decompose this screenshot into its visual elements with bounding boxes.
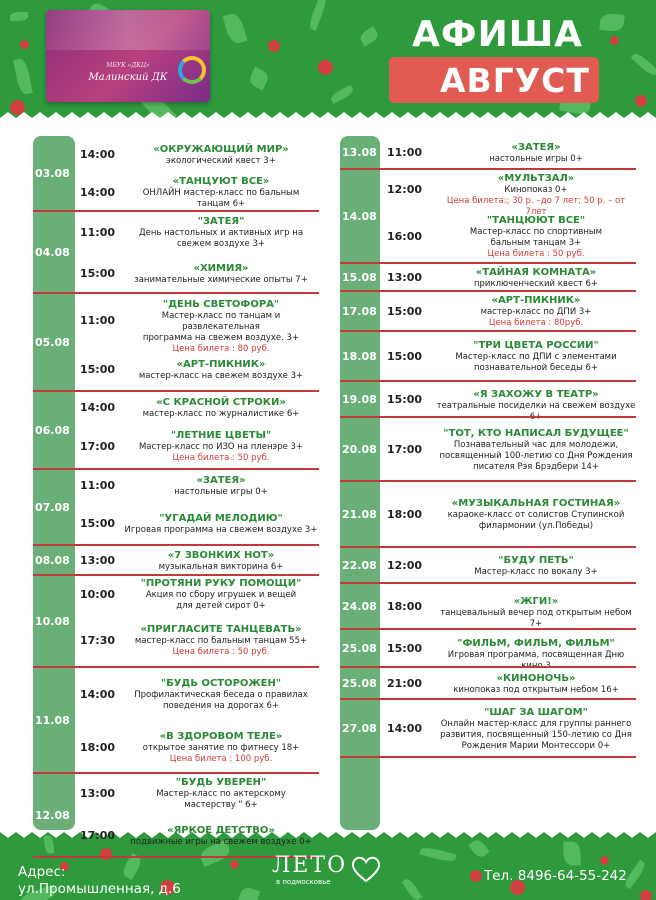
berry-decoration <box>470 870 482 882</box>
event-title: «ЗАТЕЯ» <box>196 474 246 486</box>
event-time: 14:00 <box>387 722 423 735</box>
leaf-decoration <box>402 877 423 900</box>
event-info <box>436 498 636 532</box>
event-date: 06.08 <box>35 424 70 437</box>
event-time: 15:00 <box>387 642 423 655</box>
event-description: филармонии (ул.Победы) <box>478 521 594 531</box>
leaf-decoration <box>13 58 33 96</box>
event-info <box>123 550 319 573</box>
event-info <box>436 555 636 578</box>
event-date: 25.08 <box>342 677 377 690</box>
event-time: 11:00 <box>80 226 116 239</box>
event-time: 11:00 <box>387 146 423 159</box>
logo <box>46 10 210 102</box>
event-description: бальным танцам 3+ <box>490 237 582 248</box>
event-time: 13:00 <box>387 271 423 284</box>
logo-swirl-icon <box>178 56 206 84</box>
event-time: 15:00 <box>80 517 116 530</box>
event-description: Игровая программа, посвященная Дню кино 3 <box>447 649 625 671</box>
event-title: «АРТ-ПИКНИК» <box>491 295 581 306</box>
event-title: "ФИЛЬМ, ФИЛЬМ, ФИЛЬМ" <box>457 637 615 649</box>
event-info <box>123 397 319 420</box>
event-title: "ДЕНЬ СВЕТОФОРА" <box>162 298 280 310</box>
day-block <box>33 212 319 294</box>
day-block <box>33 392 319 470</box>
torn-edge-top <box>0 110 656 120</box>
event-description: мастер-класс на свежем воздухе 3+ <box>138 370 304 381</box>
event-title: "ПРОТЯНИ РУКУ ПОМОЩИ" <box>140 578 302 589</box>
event-info <box>436 267 636 290</box>
event-title: «ОКРУЖАЮЩИЙ МИР» <box>153 143 289 155</box>
heart-icon <box>350 855 382 883</box>
event-title: «ТАНЦУЮТ ВСЕ» <box>172 176 270 187</box>
event-time: 14:00 <box>80 401 116 414</box>
event-title: «7 ЗВОНКИХ НОТ» <box>167 549 275 561</box>
event-title: "ТРИ ЦВЕТА РОССИИ" <box>473 340 599 351</box>
day-block <box>33 546 319 576</box>
event-description: Познавательный час для молодежи, <box>453 439 619 450</box>
berry-decoration <box>640 890 652 900</box>
event-info <box>123 777 319 811</box>
event-description: Мастер-класс по ИЗО на пленэре 3+ <box>138 442 304 452</box>
event-time: 17:30 <box>80 634 116 647</box>
event-info <box>436 295 636 329</box>
event-description: театральные посиделки на свежем воздухе 6+ <box>436 400 636 422</box>
event-price: Цена билета : 100 руб. <box>169 754 273 764</box>
event-info <box>123 624 319 658</box>
event-description: развития, посвященный 150-летию со Дня <box>440 729 632 740</box>
event-description: Кинопоказ 0+ <box>504 185 568 195</box>
event-info <box>123 176 319 210</box>
event-description: посвященный 100-летию со Дня Рождения <box>439 450 633 461</box>
event-time: 14:00 <box>80 688 116 701</box>
leaf-decoration <box>307 0 328 31</box>
event-title: «ТАЙНАЯ КОМНАТА» <box>475 266 597 278</box>
event-time: 15:00 <box>80 363 116 376</box>
address-label: Адрес: <box>18 864 66 880</box>
event-date: 25.08 <box>342 642 377 655</box>
leto-subtitle: в подмосковье <box>276 878 331 886</box>
event-title: «Я ЗАХОЖУ В ТЕАТР» <box>473 388 599 400</box>
leaf-decoration <box>631 51 656 78</box>
event-date: 14.08 <box>342 210 377 223</box>
event-time: 10:00 <box>80 588 116 601</box>
event-info <box>436 707 636 752</box>
event-description: мастер-класс по журналистике 6+ <box>142 408 300 419</box>
day-block <box>33 470 319 546</box>
event-title: «ЗАТЕЯ» <box>511 141 561 153</box>
day-block <box>340 482 636 548</box>
event-description: Рождения Марии Монтессори 0+ <box>461 740 611 751</box>
leaf-decoration <box>329 85 354 104</box>
event-info <box>123 299 319 355</box>
event-title: "ТОТ, КТО НАПИСАЛ БУДУЩЕЕ" <box>443 427 629 439</box>
event-description: День настольных и активных игр на <box>138 228 304 238</box>
event-date: 19.08 <box>342 393 377 406</box>
leaf-decoration <box>419 845 456 863</box>
event-description: танцам 6+ <box>196 199 246 209</box>
event-price: Цена билета : 80 руб. <box>172 343 270 354</box>
berry-decoration <box>610 36 619 45</box>
event-description: настольные игры 0+ <box>489 153 583 164</box>
event-description: познавательной беседы 6+ <box>473 363 599 373</box>
event-time: 11:00 <box>80 314 116 327</box>
event-time: 13:00 <box>80 787 116 800</box>
event-date: 12.08 <box>35 809 70 822</box>
day-block <box>33 774 319 858</box>
event-time: 17:00 <box>80 440 116 453</box>
leaf-decoration <box>223 12 248 46</box>
event-description: мастер-класс по ДПИ 3+ <box>480 307 592 317</box>
event-time: 18:00 <box>80 741 116 754</box>
phone-text: Тел. 8496-64-55-242 <box>484 868 627 884</box>
event-date: 24.08 <box>342 600 377 613</box>
event-title: «АРТ-ПИКНИК» <box>176 358 266 370</box>
event-title: "БУДУ ПЕТЬ" <box>498 554 574 566</box>
day-block <box>340 418 636 482</box>
page-title: АФИША <box>412 14 584 55</box>
event-price: Цена билета : 50 руб. <box>487 248 585 259</box>
event-title: "ТАНЦЮЮТ ВСЕ" <box>486 214 586 226</box>
event-time: 11:00 <box>80 479 116 492</box>
event-title: "ШАГ ЗА ШАГОМ" <box>484 706 588 718</box>
berry-decoration <box>230 860 239 869</box>
event-info <box>436 596 636 630</box>
berry-decoration <box>20 40 29 49</box>
event-info <box>436 673 636 696</box>
event-description: мастерству " 6+ <box>184 800 258 810</box>
event-description: Мастер-класс по спортивным <box>469 226 603 237</box>
day-block <box>340 136 636 170</box>
day-block <box>33 294 319 392</box>
event-date: 10.08 <box>35 615 70 628</box>
event-description: свежем воздухе 3+ <box>176 239 266 249</box>
event-price: Цена билета : 50 руб. <box>172 453 270 463</box>
event-title: «МУЗЫКАЛЬНАЯ ГОСТИНАЯ» <box>451 498 621 509</box>
event-time: 17:00 <box>80 829 116 842</box>
logo-name: Малинский ДК <box>88 72 168 83</box>
event-time: 16:00 <box>387 230 423 243</box>
day-block <box>340 292 636 332</box>
event-date: 05.08 <box>35 336 70 349</box>
event-description: музыкальная викторина 6+ <box>158 561 284 572</box>
event-title: "УГАДАЙ МЕЛОДИЮ" <box>159 512 283 524</box>
berry-decoration <box>635 95 647 107</box>
event-info <box>123 513 319 536</box>
day-block <box>340 668 636 700</box>
berry-decoration <box>600 856 609 865</box>
event-info <box>123 678 319 712</box>
event-time: 15:00 <box>387 305 423 318</box>
event-description: экологический квест 3+ <box>166 155 276 166</box>
event-info <box>123 263 319 286</box>
day-block <box>33 136 319 212</box>
event-description: кинопоказ под открытым небом 16+ <box>453 684 619 695</box>
event-price: Цена билета:; 30 р. –до 7 лет; 50 р. – от 7лет <box>446 196 626 217</box>
event-info <box>123 144 319 167</box>
event-title: «В ЗДОРОВОМ ТЕЛЕ» <box>159 731 283 742</box>
event-info <box>436 215 636 260</box>
event-title: "ЗАТЕЯ" <box>197 216 245 227</box>
day-block <box>340 584 636 630</box>
event-date: 27.08 <box>342 722 377 735</box>
event-description: Мастер-класс по танцам и развлекательная <box>161 310 281 332</box>
event-date: 03.08 <box>35 167 70 180</box>
leaf-decoration <box>10 12 28 21</box>
event-description: подвижные игры на свежем воздухе 0+ <box>130 836 312 847</box>
event-time: 15:00 <box>387 350 423 363</box>
event-date: 15.08 <box>342 271 377 284</box>
event-info <box>436 142 636 165</box>
event-description: поведения на дорогах 6+ <box>162 701 280 711</box>
event-time: 18:00 <box>387 508 423 521</box>
event-price: Цена билета : 50 руб. <box>172 647 270 657</box>
leto-logo: ЛЕТО <box>272 853 348 878</box>
day-block <box>340 332 636 382</box>
day-block <box>340 264 636 292</box>
event-info <box>123 475 319 498</box>
event-date: 13.08 <box>342 146 377 159</box>
event-date: 17.08 <box>342 305 377 318</box>
leaf-decoration <box>563 841 580 865</box>
event-date: 08.08 <box>35 554 70 567</box>
logo-org: МБУК «ДКЦ» <box>106 62 150 69</box>
event-description: приключенческий квест 6+ <box>473 278 599 289</box>
day-block <box>340 700 636 758</box>
address-text: ул.Промышленная, д.6 <box>18 881 181 897</box>
day-block <box>340 382 636 422</box>
day-block <box>340 548 636 584</box>
event-title: «КИНОНОЧЬ» <box>496 672 576 684</box>
event-date: 18.08 <box>342 350 377 363</box>
event-info <box>123 430 319 464</box>
event-date: 07.08 <box>35 501 70 514</box>
event-info <box>123 359 319 382</box>
event-description: настольные игры 0+ <box>174 486 268 497</box>
event-info <box>123 731 319 765</box>
event-description: Игровая программа на свежем воздухе 3+ <box>124 524 318 535</box>
row-separator <box>340 756 636 758</box>
event-description: мастер-класс по бальным танцам 55+ <box>134 636 308 646</box>
event-title: «ЯРКОЕ ДЕТСТВО» <box>167 824 275 836</box>
event-price: Цена билета : 80руб. <box>488 318 584 328</box>
leaf-decoration <box>238 885 261 900</box>
event-time: 14:00 <box>80 148 116 161</box>
event-description: Мастер-класс по вокалу 3+ <box>474 566 598 577</box>
day-block <box>33 668 319 774</box>
day-block <box>340 170 636 264</box>
event-title: "БУДЬ УВЕРЕН" <box>175 777 267 788</box>
event-info <box>436 340 636 374</box>
event-date: 22.08 <box>342 559 377 572</box>
leaf-decoration <box>599 13 624 32</box>
event-time: 15:00 <box>387 393 423 406</box>
schedule-right-column <box>340 136 636 830</box>
event-title: «МУЛЬТЗАЛ» <box>497 173 575 184</box>
event-date: 21.08 <box>342 508 377 521</box>
event-info <box>123 578 319 612</box>
event-description: писателя Рэя Брэдбери 14+ <box>473 461 599 472</box>
event-time: 15:00 <box>80 267 116 280</box>
schedule-left-column <box>33 136 319 847</box>
event-description: программа на свежем воздухе. 3+ <box>142 332 300 343</box>
event-description: Мастер-класс по ДПИ с элементами <box>455 352 617 362</box>
event-date: 20.08 <box>342 443 377 456</box>
leaf-decoration <box>247 67 270 91</box>
event-title: «С КРАСНОЙ СТРОКИ» <box>156 396 286 408</box>
event-time: 12:00 <box>387 183 423 196</box>
leaf-decoration <box>358 26 380 47</box>
event-title: «ХИМИЯ» <box>193 262 249 274</box>
event-description: занимательные химические опыты 7+ <box>134 274 308 285</box>
event-description: открытое занятие по фитнесу 18+ <box>142 743 300 753</box>
event-date: 04.08 <box>35 246 70 259</box>
berry-decoration <box>268 40 280 52</box>
day-block <box>33 576 319 668</box>
event-description: танцевальный вечер под открытым небом 7+ <box>440 607 632 629</box>
event-date: 11.08 <box>35 714 70 727</box>
event-title: "БУДЬ ОСТОРОЖЕН" <box>160 678 282 689</box>
event-time: 13:00 <box>80 554 116 567</box>
event-description: Онлайн мастер-класс для группы раннего <box>440 718 632 729</box>
event-description: Профилактическая беседа о правилах <box>134 690 308 700</box>
event-info <box>123 825 319 848</box>
month-title: АВГУСТ <box>440 61 590 100</box>
day-block <box>340 630 636 671</box>
event-info <box>436 173 636 218</box>
event-time: 12:00 <box>387 559 423 572</box>
event-title: «ЖГИ!» <box>513 595 559 607</box>
event-time: 17:00 <box>387 443 423 456</box>
event-time: 14:00 <box>80 186 116 199</box>
event-info <box>436 428 636 473</box>
event-time: 21:00 <box>387 677 423 690</box>
event-description: Мастер-класс по актерскому <box>156 789 286 799</box>
event-title: "ЛЕТНИЕ ЦВЕТЫ" <box>170 430 272 441</box>
event-description: для детей сирот 0+ <box>176 601 266 611</box>
event-time: 18:00 <box>387 600 423 613</box>
berry-decoration <box>318 60 333 75</box>
event-description: караоке-класс от солистов Ступинской <box>447 510 625 520</box>
event-description: ОНЛАЙН мастер-класс по бальным <box>142 188 300 198</box>
event-description: Акция по сбору игрушек и вещей <box>145 590 297 600</box>
event-info <box>123 216 319 250</box>
event-title: «ПРИГЛАСИТЕ ТАНЦЕВАТЬ» <box>140 624 302 635</box>
leaf-decoration <box>468 837 489 859</box>
